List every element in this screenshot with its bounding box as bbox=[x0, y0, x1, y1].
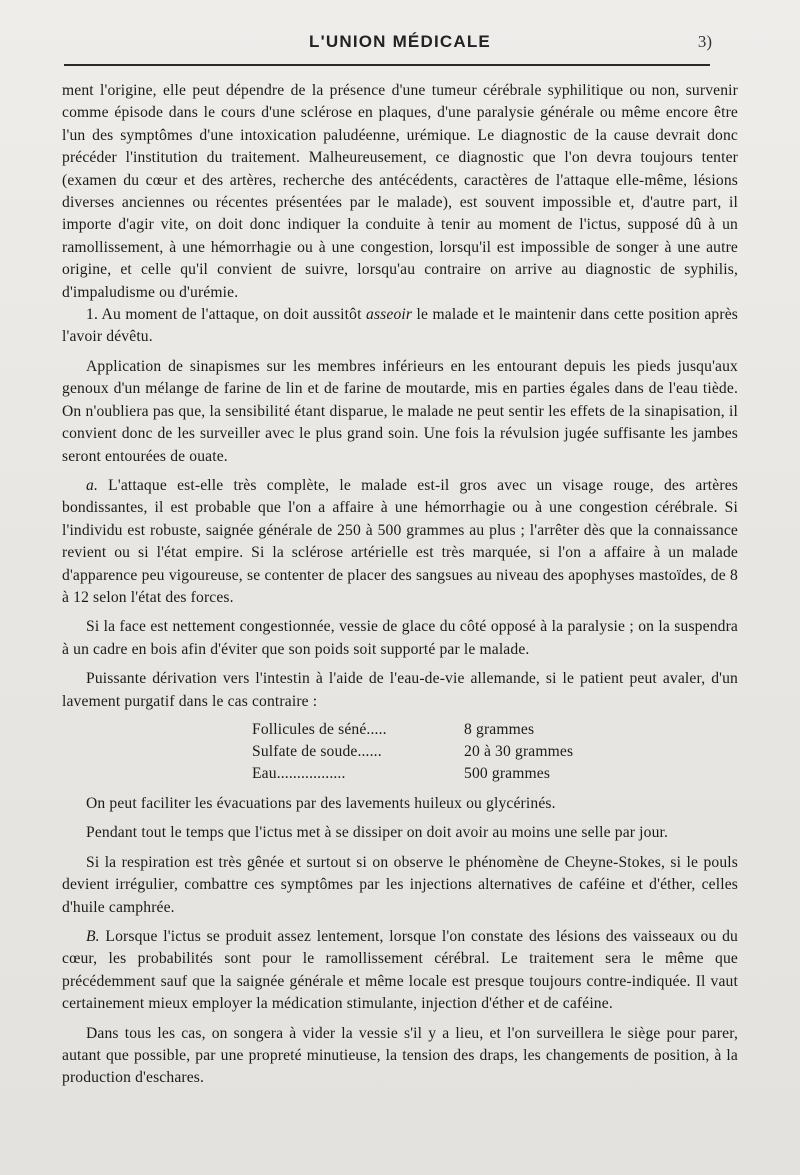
header-rule bbox=[64, 64, 710, 66]
paragraph-respiration: Si la respiration est très gênée et surtout si on observe le phénomène de Cheyne-Stokes, si le pouls devient irrégulier, combattre ces symptômes par les injections alternatives de caféine et d'éther, celles d'huile camphrée. bbox=[62, 853, 738, 916]
prescription-quantity: 20 à 30 grammes bbox=[464, 742, 574, 760]
prescription-table bbox=[252, 719, 612, 785]
paragraph-case-b: B. Lorsque l'ictus se produit assez lentement, lorsque l'on constate des lésions des vaisseaux ou du cœur, les probabilités sont pour le ramollissement cérébral. Le traitement sera le même que précédemment sauf que la saignée générale et même locale est presque toujours contre-indiquée. Il vaut certainement mieux employer la médication stimulante, injection d'éther et de caféine. bbox=[62, 928, 738, 1013]
paragraph-case-a: a. L'attaque est-elle très complète, le malade est-il gros avec un visage rouge, des artères bondissantes, il est probable que l'on a affaire à une hémorrhagie ou à une congestion cérébrale. Si l'individu est robuste, saignée générale de 250 à 500 grammes au plus ; l'arrêter dès que la connaissance revient ou si l'état empire. Si la sclérose artérielle est très marquée, si l'on a affaire à un malade d'apparence peu vigoureuse, se contenter de placer des sangsues au niveau des apophyses mastoïdes, de 8 à 12 selon l'état des forces. bbox=[62, 476, 738, 606]
prescription-row bbox=[252, 719, 612, 741]
prescription-row bbox=[252, 763, 612, 785]
italic-emphasis: B. bbox=[86, 928, 100, 945]
running-title: L'UNION MÉDICALE bbox=[309, 32, 491, 51]
prescription-quantity: 500 grammes bbox=[464, 764, 551, 782]
paragraph-vessie: Dans tous les cas, on songera à vider la vessie s'il y a lieu, et l'on surveillera le siège pour parer, autant que possible, par une propreté minutieuse, la tension des draps, les changements de position, à la production d'eschares. bbox=[62, 1024, 738, 1087]
italic-emphasis: asseoir bbox=[366, 306, 413, 324]
prescription-item: Eau................. bbox=[252, 764, 346, 782]
paragraph-sinapismes: Application de sinapismes sur les membres inférieurs en les entourant depuis les pieds jusqu'aux genoux d'un mélange de farine de lin et de farine de moutarde, mis en parties égales dans de l'eau tiède. On n'oubliera pas que, la sensibilité étant disparue, le malade ne peut sentir les effets de la sinapisation, il convient donc de les surveiller avec le plus grand soin. Une fois la révulsion jugée suffisante les jambes seront entourées de ouate. bbox=[62, 357, 738, 465]
prescription-row bbox=[252, 741, 612, 763]
paragraph-continuation: ment l'origine, elle peut dépendre de la présence d'une tumeur cérébrale syphilitique ou non, survenir comme épisode dans le cours d'une sclérose en plaques, d'une paralysie générale ou même encore être l'un des symptômes d'une intoxication paludéenne, urémique. Le diagnostic de la cause devrait donc précéder l'institution du traitement. Malheureusement, ce diagnostic que l'on devra toujours tenter (examen du cœur et des artères, recherche des antécédents, caractères de l'attaque elle-même, lésions diverses anciennes ou récentes présentées par le malade), est souvent impossible et, d'autre part, il importe d'agir vite, on doit donc indiquer la conduite à tenir au moment de l'ictus, supposé dû à un ramollissement, à une hémorrhagie ou à une congestion, lorsqu'il est impossible de songer à une autre origine, et celle qu'il convient de suivre, lorsqu'au contraire on arrive au diagnostic de syphilis, d'impaludisme ou d'urémie. bbox=[62, 82, 738, 301]
paragraph-step-1: 1. Au moment de l'attaque, on doit aussitôt asseoir le malade et le maintenir dans cette position après l'avoir dévêtu. bbox=[62, 306, 738, 346]
page-number: 3) bbox=[697, 32, 712, 51]
page-header bbox=[0, 28, 800, 58]
prescription-quantity: 8 grammes bbox=[464, 720, 535, 738]
prescription-item: Follicules de séné..... bbox=[252, 720, 387, 738]
body-text bbox=[62, 80, 738, 1090]
paragraph-glace: Si la face est nettement congestionnée, vessie de glace du côté opposé à la paralysie ; on la suspendra à un cadre en bois afin d'éviter que son poids soit supporté par le malade. bbox=[62, 618, 738, 658]
paragraph-selle: Pendant tout le temps que l'ictus met à se dissiper on doit avoir au moins une selle par jour. bbox=[86, 824, 669, 842]
prescription-item: Sulfate de soude...... bbox=[252, 742, 382, 760]
paragraph-lavements: On peut faciliter les évacuations par des lavements huileux ou glycérinés. bbox=[86, 794, 556, 812]
italic-emphasis: a. bbox=[86, 476, 98, 494]
paragraph-derivation: Puissante dérivation vers l'intestin à l'aide de l'eau-de-vie allemande, si le patient peut avaler, d'un lavement purgatif dans le cas contraire : bbox=[62, 670, 738, 710]
